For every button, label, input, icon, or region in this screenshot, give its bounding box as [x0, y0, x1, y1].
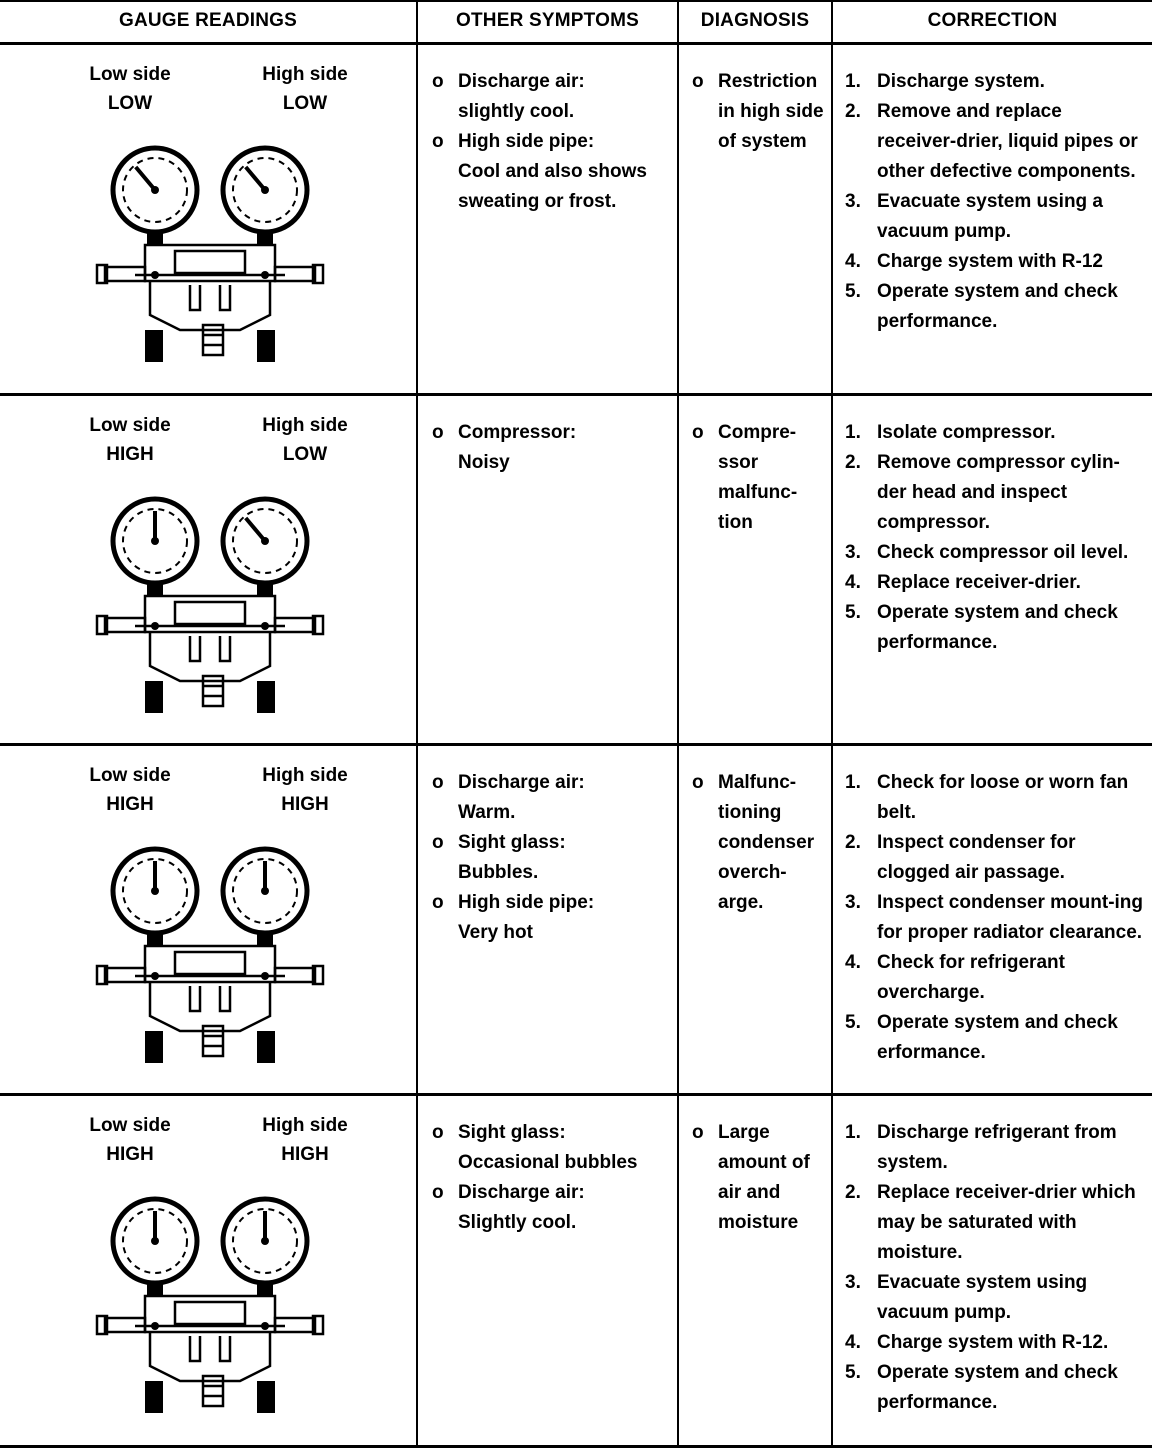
bullet-marker: o [432, 131, 444, 152]
low-side-reading [70, 60, 190, 118]
correction-step [845, 828, 1145, 888]
header-diagnosis: DIAGNOSIS [700, 10, 810, 31]
gauge-readings-cell [0, 396, 415, 743]
bullet-marker: o [692, 71, 704, 92]
high-side-value: LOW [282, 444, 328, 465]
low-side-needle-icon [136, 167, 155, 190]
correction-step [845, 1328, 1145, 1358]
high-side-value: LOW [282, 93, 328, 114]
step-number: 2. [845, 452, 861, 473]
step-text: Check for refrigerant overcharge. [877, 952, 1065, 1003]
step-text: Operate system and check performance. [877, 281, 1118, 332]
step-text: Operate system and check performance. [877, 1362, 1118, 1413]
correction-cell [845, 1118, 1145, 1418]
low-side-hose-icon [145, 330, 163, 362]
manifold-gauge-set-illustration [95, 125, 345, 365]
bullet-marker: o [432, 1182, 444, 1203]
bullet-marker: o [432, 892, 444, 913]
correction-step [845, 598, 1145, 658]
symptom-item [432, 127, 672, 217]
other-symptoms-cell [432, 1118, 672, 1238]
low-side-reading [70, 761, 190, 819]
correction-step [845, 948, 1145, 1008]
step-text: Inspect condenser mount-ing for proper radiator clearance. [877, 892, 1144, 943]
symptom-item [432, 418, 672, 478]
symptom-title: High side pipe: [458, 131, 595, 152]
diagnosis-text: Large amount of air and moisture [718, 1122, 810, 1233]
symptom-detail: Warm. [458, 802, 516, 823]
symptom-title: Sight glass: [458, 832, 566, 853]
other-symptoms-cell [432, 67, 672, 217]
step-number: 4. [845, 1332, 861, 1353]
symptom-detail: slightly cool. [458, 101, 575, 122]
bullet-marker: o [432, 832, 444, 853]
symptom-item [432, 828, 672, 888]
correction-step [845, 418, 1145, 448]
high-side-reading [240, 761, 370, 819]
step-text: Charge system with R-12. [877, 1332, 1109, 1353]
step-number: 3. [845, 191, 861, 212]
high-side-value: HIGH [281, 1144, 329, 1165]
correction-step [845, 247, 1145, 277]
symptom-detail: Cool and also shows sweating or frost. [458, 161, 647, 212]
step-number: 1. [845, 71, 861, 92]
bullet-marker: o [432, 422, 444, 443]
symptom-title: Compressor: [458, 422, 577, 443]
diagnosis-cell [692, 768, 827, 918]
low-side-value: HIGH [106, 444, 154, 465]
low-side-label: Low side [89, 64, 171, 85]
diagnosis-item [692, 1118, 827, 1238]
diagnosis-cell [692, 418, 827, 538]
diagnosis-cell [692, 1118, 827, 1238]
symptom-item [432, 888, 672, 948]
symptom-item [432, 67, 672, 127]
symptom-detail: Bubbles. [458, 862, 539, 883]
step-number: 5. [845, 602, 861, 623]
step-number: 5. [845, 281, 861, 302]
step-text: Evacuate system using a vacuum pump. [877, 191, 1103, 242]
step-text: Operate system and check erformance. [877, 1012, 1118, 1063]
high-side-needle-icon [246, 167, 265, 190]
low-side-value: HIGH [106, 794, 154, 815]
diagnosis-text: Restriction in high side of system [718, 71, 824, 152]
low-side-label: Low side [89, 415, 171, 436]
step-text: Remove and replace receiver-drier, liquid pipes or other defective components. [877, 101, 1138, 182]
diagnosis-item [692, 768, 827, 918]
low-side-hose-icon [145, 681, 163, 713]
step-text: Replace receiver-drier. [877, 572, 1081, 593]
step-number: 2. [845, 101, 861, 122]
step-number: 2. [845, 1182, 861, 1203]
gauge-readings-cell [0, 746, 415, 1093]
step-text: Check for loose or worn fan belt. [877, 772, 1129, 823]
high-side-label: High side [262, 415, 348, 436]
step-text: Discharge system. [877, 71, 1045, 92]
step-number: 3. [845, 1272, 861, 1293]
correction-cell [845, 67, 1145, 337]
correction-step [845, 1178, 1145, 1268]
symptom-title: Discharge air: [458, 772, 585, 793]
step-text: Inspect condenser for clogged air passage. [877, 832, 1076, 883]
diagnosis-item [692, 67, 827, 157]
step-text: Isolate compressor. [877, 422, 1056, 443]
high-side-label: High side [262, 1115, 348, 1136]
high-side-reading [240, 1111, 370, 1169]
step-number: 1. [845, 772, 861, 793]
step-number: 4. [845, 952, 861, 973]
symptom-item [432, 1178, 672, 1238]
manifold-gauge-set-illustration [95, 1176, 345, 1416]
header-correction: CORRECTION [927, 10, 1058, 31]
table-row [0, 1096, 1152, 1445]
high-side-hose-icon [257, 1031, 275, 1063]
step-text: Check compressor oil level. [877, 542, 1129, 563]
symptom-item [432, 1118, 672, 1178]
step-number: 1. [845, 422, 861, 443]
low-side-hose-icon [145, 1381, 163, 1413]
symptom-title: Discharge air: [458, 1182, 585, 1203]
step-number: 4. [845, 572, 861, 593]
correction-step [845, 67, 1145, 97]
gauge-readings-cell [0, 1096, 415, 1445]
diagnosis-text: Compre-ssor malfunc-tion [718, 422, 798, 533]
step-text: Discharge refrigerant from system. [877, 1122, 1117, 1173]
bullet-marker: o [692, 422, 704, 443]
high-side-label: High side [262, 765, 348, 786]
diagnosis-item [692, 418, 827, 538]
low-side-label: Low side [89, 1115, 171, 1136]
bullet-marker: o [432, 1122, 444, 1143]
symptom-item [432, 768, 672, 828]
header-other-symptoms: OTHER SYMPTOMS [456, 10, 639, 31]
table-row [0, 396, 1152, 743]
low-side-reading [70, 1111, 190, 1169]
high-side-hose-icon [257, 681, 275, 713]
step-text: Operate system and check performance. [877, 602, 1118, 653]
correction-step [845, 768, 1145, 828]
correction-step [845, 568, 1145, 598]
step-number: 5. [845, 1362, 861, 1383]
high-side-reading [240, 411, 370, 469]
step-number: 3. [845, 542, 861, 563]
symptom-detail: Noisy [458, 452, 510, 473]
step-text: Remove compressor cylin-der head and inspect compressor. [877, 452, 1120, 533]
rule-bottom [0, 1445, 1152, 1448]
step-text: Replace receiver-drier which may be saturated with moisture. [877, 1182, 1136, 1263]
high-side-hose-icon [257, 1381, 275, 1413]
step-number: 1. [845, 1122, 861, 1143]
symptom-title: Discharge air: [458, 71, 585, 92]
step-number: 5. [845, 1012, 861, 1033]
high-side-label: High side [262, 64, 348, 85]
diagnosis-text: Malfunc-tioning condenser overch-arge. [718, 772, 815, 913]
step-number: 2. [845, 832, 861, 853]
correction-step [845, 538, 1145, 568]
bullet-marker: o [432, 772, 444, 793]
correction-step [845, 448, 1145, 538]
correction-step [845, 1008, 1145, 1068]
symptom-title: High side pipe: [458, 892, 595, 913]
correction-cell [845, 768, 1145, 1068]
high-side-needle-icon [246, 518, 265, 541]
symptom-detail: Very hot [458, 922, 533, 943]
bullet-marker: o [432, 71, 444, 92]
other-symptoms-cell [432, 418, 672, 478]
high-side-hose-icon [257, 330, 275, 362]
table-row [0, 746, 1152, 1093]
bullet-marker: o [692, 1122, 704, 1143]
correction-step [845, 97, 1145, 187]
correction-step [845, 1118, 1145, 1178]
other-symptoms-cell [432, 768, 672, 948]
correction-step [845, 187, 1145, 247]
gauge-readings-cell [0, 45, 415, 393]
correction-step [845, 1268, 1145, 1328]
step-text: Charge system with R-12 [877, 251, 1103, 272]
high-side-reading [240, 60, 370, 118]
symptom-title: Sight glass: [458, 1122, 566, 1143]
correction-cell [845, 418, 1145, 658]
correction-step [845, 1358, 1145, 1418]
diagnosis-cell [692, 67, 827, 157]
low-side-hose-icon [145, 1031, 163, 1063]
manifold-gauge-set-illustration [95, 476, 345, 716]
symptom-detail: Occasional bubbles [458, 1152, 638, 1173]
high-side-value: HIGH [281, 794, 329, 815]
low-side-value: LOW [107, 93, 153, 114]
bullet-marker: o [692, 772, 704, 793]
correction-step [845, 888, 1145, 948]
header-gauge-readings: GAUGE READINGS [118, 10, 298, 31]
step-number: 3. [845, 892, 861, 913]
low-side-value: HIGH [106, 1144, 154, 1165]
correction-step [845, 277, 1145, 337]
step-number: 4. [845, 251, 861, 272]
low-side-reading [70, 411, 190, 469]
symptom-detail: Slightly cool. [458, 1212, 577, 1233]
manifold-gauge-set-illustration [95, 826, 345, 1066]
table-row [0, 45, 1152, 393]
step-text: Evacuate system using vacuum pump. [877, 1272, 1088, 1323]
low-side-label: Low side [89, 765, 171, 786]
